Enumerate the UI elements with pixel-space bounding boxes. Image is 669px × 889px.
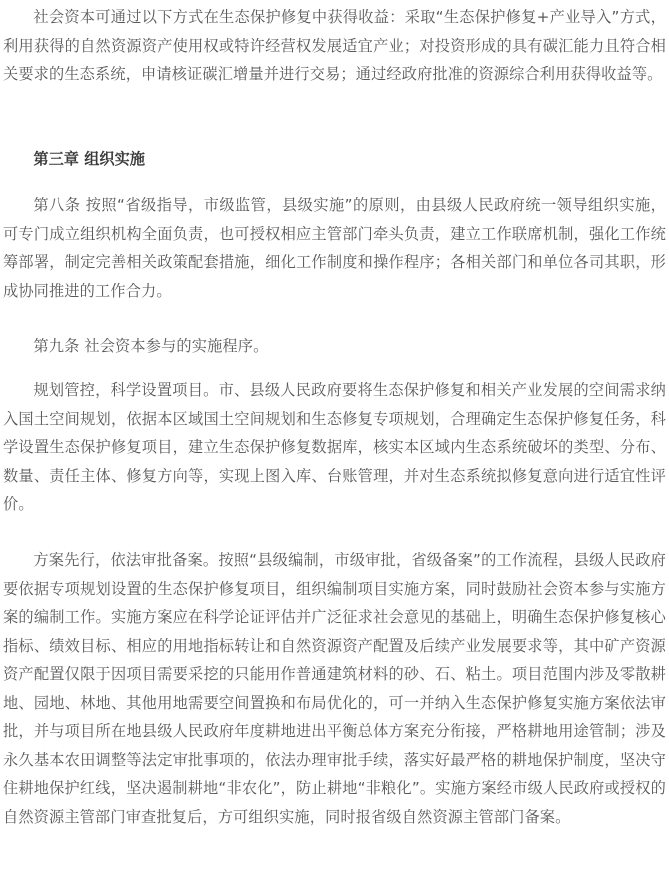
planning-control-paragraph: 规划管控，科学设置项目。市、县级人民政府要将生态保护修复和相关产业发展的空间需求纳入国土空间规划，依据本区域国土空间规划和生态修复专项规划，合理确定生态保护修复任务，科学设置生态保护修复项目，建立生态保护修复数据库，核实本区域内生态系统破坏的类型、分布、数量、责任主体、修复方向等，实现上图入库、台账管理，并对生态系统拟修复意向进行适宜性评价。 <box>3 381 666 513</box>
chapter-heading: 第三章 组织实施 <box>33 150 145 168</box>
paragraph-income-methods: 社会资本可通过以下方式在生态保护修复中获得收益：采取“生态保护修复+产业导入”方式，利用获得的自然资源资产使用权或特许经营权发展适宜产业；对投资形成的具有碳汇能力且符合相关要求的生态系统，申请核证碳汇增量并进行交易；通过经政府批准的资源综合利用获得收益等。 <box>3 8 666 83</box>
article-8-paragraph: 第八条 按照“省级指导，市级监管，县级实施”的原则，由县级人民政府统一领导组织实施，可专门成立组织机构全面负责，也可授权相应主管部门牵头负责，建立工作联席机制，强化工作统筹部署，制定完善相关政策配套措施，细化工作制度和操作程序；各相关部门和单位各司其职，形成协同推进的工作合力。 <box>3 196 666 300</box>
article-9-paragraph: 第九条 社会资本参与的实施程序。 <box>33 337 269 355</box>
plan-approval-paragraph: 方案先行，依法审批备案。按照“县级编制，市级审批，省级备案”的工作流程，县级人民政府要依据专项规划设置的生态保护修复项目，组织编制项目实施方案，同时鼓励社会资本参与实施方案的编制工作。实施方案应在科学论证评估并广泛征求社会意见的基础上，明确生态保护修复核心指标、绩效目标、相应的用地指标转让和自然资源资产配置及后续产业发展要求等，其中矿产资源资产配置仅限于因项目需要采挖的只能用作普通建筑材料的砂、石、粘土。项目范围内涉及零散耕地、园地、林地、其他用地需要空间置换和布局优化的，可一并纳入生态保护修复实施方案依法审批，并与项目所在地县级人民政府年度耕地进出平衡总体方案充分衔接，严格耕地用途管制；涉及永久基本农田调整等法定审批事项的，依法办理审批手续，落实好最严格的耕地保护制度，坚决守住耕地保护红线，坚决遏制耕地“非农化”，防止耕地“非粮化”。实施方案经市级人民政府或授权的自然资源主管部门审查批复后，方可组织实施，同时报省级自然资源主管部门备案。 <box>3 551 666 826</box>
